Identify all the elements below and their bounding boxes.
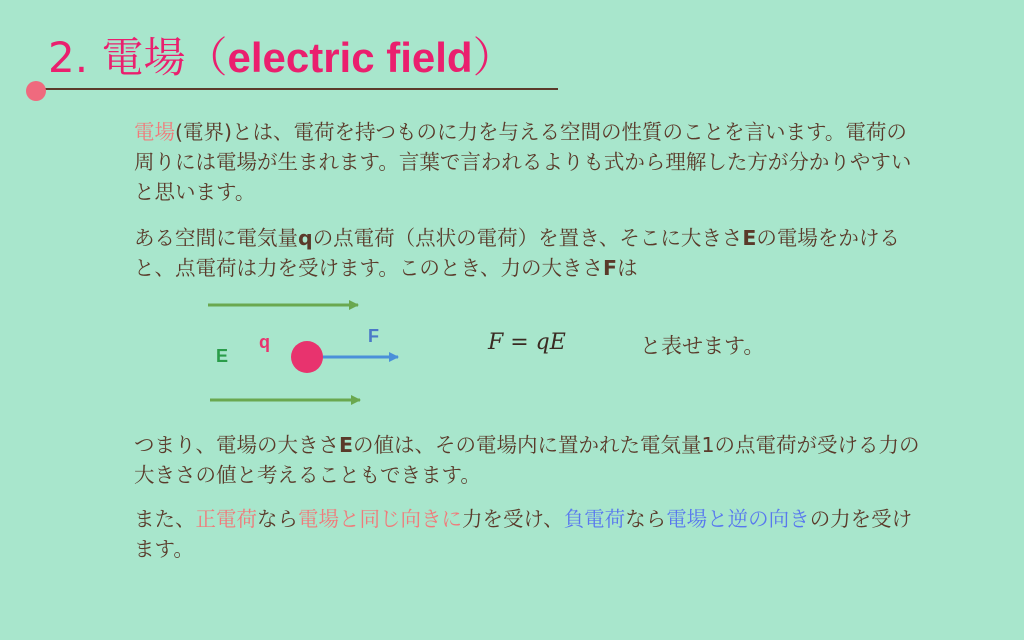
paragraph-direction (134, 504, 924, 564)
symbol-E: E (742, 226, 757, 250)
symbol-q: q (298, 226, 313, 250)
formula-tail: と表せます。 (640, 334, 765, 358)
title-paren-close: ） (472, 33, 515, 82)
paragraph-definition (134, 117, 924, 207)
setup-text-4: は (617, 256, 638, 280)
label-F: F (368, 326, 379, 346)
definition-text: (電界)とは、電荷を持つものに力を与える空間の性質のことを言います。電荷の周りには電場が生まれます。言葉で言われるよりも式から理解した方が分かりやすいと思います。 (134, 120, 912, 204)
same-direction-term: 電場と同じ向きに (298, 507, 462, 531)
setup-text-3: の電場をかけると、点電荷は力を受けます。このとき、力の大きさ (134, 226, 900, 280)
setup-text-2: の点電荷（点状の電荷）を置き、そこに大きさ (312, 226, 743, 250)
setup-text-1: ある空間に電気量 (134, 226, 298, 250)
direction-text-4: なら (625, 507, 667, 531)
title-english: electric field (227, 34, 473, 81)
negative-charge-term: 負電荷 (563, 507, 626, 531)
label-E: E (216, 346, 229, 366)
paragraph-setup (134, 223, 924, 283)
opposite-direction-term: 電場と逆の向き (666, 507, 810, 531)
term-electric-field: 電場 (134, 120, 175, 144)
title-underline (36, 88, 558, 90)
formula: F = qE (488, 330, 566, 355)
symbol-F: F (603, 256, 618, 280)
label-q: q (259, 332, 270, 352)
direction-text-3: 力を受け、 (462, 507, 564, 531)
title-number: 2. (48, 33, 89, 82)
field-diagram (190, 290, 430, 420)
point-charge (291, 341, 323, 373)
meaning-text-2: の値は、その電場内に置かれた電気量1の点電荷が受ける力の大きさの値と考えることもできます。 (134, 433, 920, 487)
direction-text-1: また、 (134, 507, 196, 531)
title-paren-open: （ (185, 33, 228, 82)
meaning-text-1: つまり、電場の大きさ (134, 433, 339, 457)
direction-text-2: なら (257, 507, 298, 531)
title-main: 電場 (101, 33, 186, 82)
direction-text-5: の力を受けます。 (134, 507, 913, 561)
positive-charge-term: 正電荷 (195, 507, 257, 531)
paragraph-meaning (134, 430, 924, 490)
symbol-E-2: E (339, 433, 354, 457)
title-bullet-dot (26, 81, 46, 101)
slide-title (48, 28, 515, 88)
